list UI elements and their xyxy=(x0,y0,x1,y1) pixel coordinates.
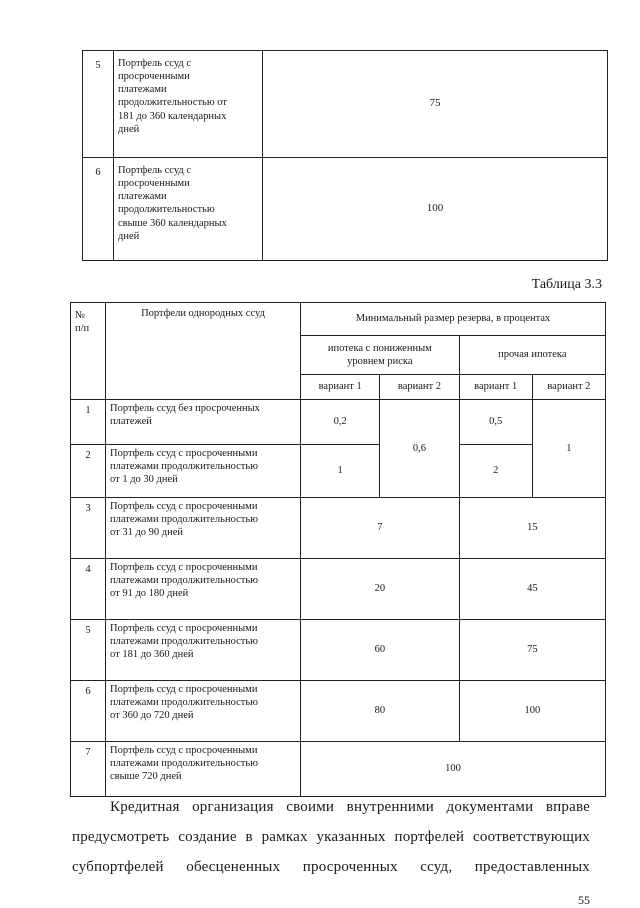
desc-line: Портфель ссуд с просроченными xyxy=(110,448,258,459)
reserve-value: 7 xyxy=(301,498,460,559)
table-row xyxy=(71,742,606,797)
row-number: 6 xyxy=(83,158,114,261)
desc-line: от 91 до 180 дней xyxy=(110,588,189,600)
header-min-reserve: Минимальный размер резерва, в процентах xyxy=(301,303,606,336)
desc-line: платежами продолжительностью xyxy=(110,636,258,648)
desc-line: Портфель ссуд с просроченными xyxy=(110,623,258,634)
table-row xyxy=(83,51,608,158)
reserve-value: 0,5 xyxy=(459,400,532,445)
header-num-line: № xyxy=(75,310,86,321)
reserve-value: 80 xyxy=(301,681,460,742)
desc-line: дней xyxy=(118,123,140,135)
header-number xyxy=(71,303,106,400)
table-row xyxy=(71,498,606,559)
desc-line: просроченными xyxy=(118,178,190,190)
header-group-line: ипотека с пониженным xyxy=(327,342,432,354)
desc-line: платежами продолжительностью xyxy=(110,575,258,587)
header-variant: вариант 2 xyxy=(532,375,605,400)
desc-line: продолжительностью от xyxy=(118,97,227,109)
row-number: 5 xyxy=(83,51,114,158)
portfolio-description xyxy=(106,559,301,620)
table-row xyxy=(71,681,606,742)
reserve-value: 2 xyxy=(459,445,532,498)
page-number: 55 xyxy=(578,893,590,907)
desc-line: Портфель ссуд с просроченными xyxy=(110,684,258,695)
reserve-value: 1 xyxy=(532,400,605,498)
row-number: 1 xyxy=(71,400,106,445)
row-number: 6 xyxy=(71,681,106,742)
header-variant: вариант 2 xyxy=(380,375,459,400)
reserve-value: 100 xyxy=(263,158,608,261)
table-row xyxy=(71,400,606,445)
portfolio-description xyxy=(114,51,263,158)
desc-line: платежами xyxy=(118,191,167,203)
desc-line: платежей xyxy=(110,416,152,428)
desc-line: Портфель ссуд с xyxy=(118,165,192,176)
table-caption: Таблица 3.3 xyxy=(531,277,602,292)
portfolio-description xyxy=(106,498,301,559)
reserve-value: 100 xyxy=(301,742,606,797)
header-variant: вариант 1 xyxy=(301,375,380,400)
reserve-value: 45 xyxy=(459,559,605,620)
reserve-table-continued xyxy=(82,50,608,261)
desc-line: платежами xyxy=(118,84,167,96)
desc-line: от 31 до 90 дней xyxy=(110,527,184,539)
table-row xyxy=(71,620,606,681)
table-row xyxy=(71,559,606,620)
reserve-value: 1 xyxy=(301,445,380,498)
reserve-value: 75 xyxy=(459,620,605,681)
header-portfolios: Портфели однородных ссуд xyxy=(106,303,301,400)
desc-line: свыше 360 календарных xyxy=(118,217,227,229)
row-number: 3 xyxy=(71,498,106,559)
reserve-value: 0,2 xyxy=(301,400,380,445)
portfolio-description xyxy=(114,158,263,261)
reserve-value: 75 xyxy=(263,51,608,158)
header-row xyxy=(71,303,606,336)
desc-line: Портфель ссуд с просроченными xyxy=(110,745,258,756)
desc-line: от 360 до 720 дней xyxy=(110,710,194,722)
reserve-table-3-3 xyxy=(70,302,606,797)
desc-line: дней xyxy=(118,230,140,242)
desc-line: платежами продолжительностью xyxy=(110,514,258,526)
desc-line: свыше 720 дней xyxy=(110,771,182,783)
desc-line: Портфель ссуд с просроченными xyxy=(110,562,258,573)
header-num-line: п/п xyxy=(75,323,90,335)
body-paragraph: Кредитная организация своими внутренними документами вправе предусмотреть создание в рамках указанных портфелей соответствующих субпортфелей обесцененных просроченных ссуд, предоставленных xyxy=(72,799,590,875)
reserve-value: 20 xyxy=(301,559,460,620)
table-row xyxy=(83,158,608,261)
desc-line: Портфель ссуд с просроченными xyxy=(110,501,258,512)
desc-line: 181 до 360 календарных xyxy=(118,110,227,122)
desc-line: платежами продолжительностью xyxy=(110,461,258,473)
reserve-value: 15 xyxy=(459,498,605,559)
portfolio-description xyxy=(106,445,301,498)
row-number: 7 xyxy=(71,742,106,797)
reserve-value: 60 xyxy=(301,620,460,681)
portfolio-description xyxy=(106,681,301,742)
row-number: 4 xyxy=(71,559,106,620)
portfolio-description xyxy=(106,742,301,797)
desc-line: платежами продолжительностью xyxy=(110,758,258,770)
row-number: 2 xyxy=(71,445,106,498)
desc-line: платежами продолжительностью xyxy=(110,697,258,709)
desc-line: просроченными xyxy=(118,71,190,83)
desc-line: от 1 до 30 дней xyxy=(110,474,178,486)
portfolio-description xyxy=(106,620,301,681)
desc-line: Портфель ссуд без просроченных xyxy=(110,403,260,414)
row-number: 5 xyxy=(71,620,106,681)
reserve-value: 0,6 xyxy=(380,400,459,498)
reserve-value: 100 xyxy=(459,681,605,742)
desc-line: от 181 до 360 дней xyxy=(110,649,194,661)
header-group-low-risk xyxy=(301,336,460,375)
header-group-other: прочая ипотека xyxy=(459,336,605,375)
table-row xyxy=(71,445,606,498)
header-variant: вариант 1 xyxy=(459,375,532,400)
desc-line: продолжительностью xyxy=(118,204,215,216)
header-group-line: уровнем риска xyxy=(347,356,413,367)
portfolio-description xyxy=(106,400,301,445)
desc-line: Портфель ссуд с xyxy=(118,58,192,69)
